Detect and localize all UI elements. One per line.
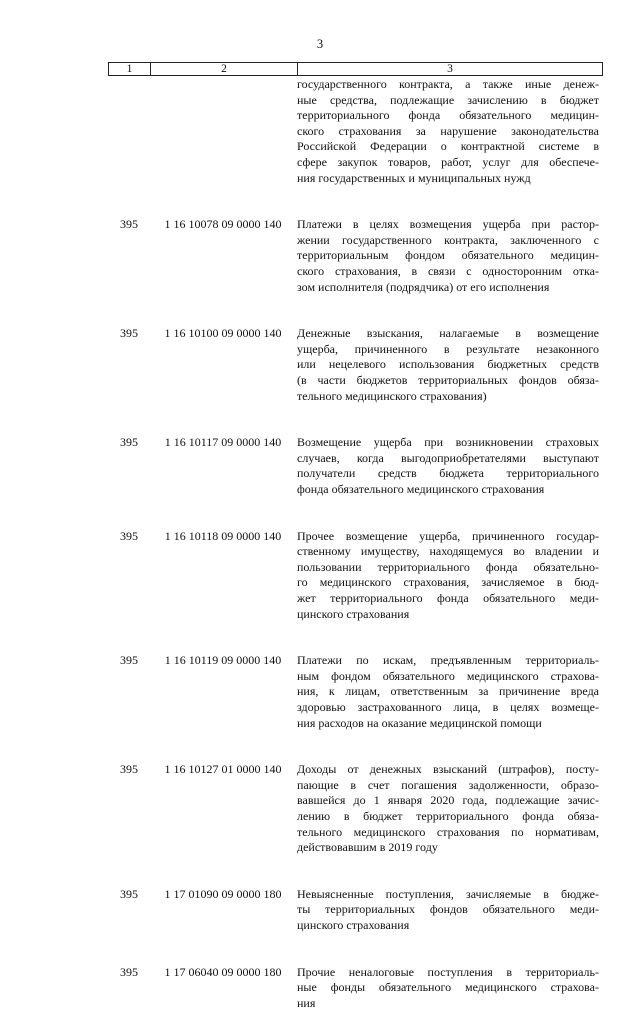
description-line: случаев, когда выгодоприобретателями выступают bbox=[297, 450, 599, 465]
description-line: Прочее возмещение ущерба, причиненного государ- bbox=[297, 528, 599, 543]
row-description bbox=[297, 435, 599, 497]
description-line: ния bbox=[297, 995, 316, 1010]
description-line: Платежи в целях возмещения ущерба при растор- bbox=[297, 217, 599, 232]
row-description bbox=[297, 762, 599, 856]
row-budget-code: 1 16 10127 01 0000 140 bbox=[164, 762, 282, 777]
description-line: ния государственных и муниципальных нужд bbox=[297, 170, 531, 185]
description-line: ным фондом обязательного медицинского страхова- bbox=[297, 668, 599, 683]
header-col-1: 1 bbox=[109, 63, 151, 76]
description-line: действовавшим в 2019 году bbox=[297, 840, 438, 855]
description-line: Российской Федерации о контрактной системе в bbox=[297, 139, 599, 154]
row-description bbox=[297, 965, 599, 1011]
description-line: ского страхования, в связи с односторонним отка- bbox=[297, 263, 599, 278]
row-budget-code: 1 16 10100 09 0000 140 bbox=[164, 326, 282, 341]
description-line: Прочие неналоговые поступления в территориаль- bbox=[297, 964, 599, 979]
description-line: Доходы от денежных взысканий (штрафов), посту- bbox=[297, 762, 599, 777]
description-line: пользовании территориального фонда обязательно- bbox=[297, 559, 599, 574]
row-description bbox=[297, 326, 599, 404]
description-line: ния расходов на оказание медицинской помощи bbox=[297, 715, 542, 730]
row-budget-code: 1 16 10119 09 0000 140 bbox=[164, 653, 282, 668]
row-admin-code: 395 bbox=[120, 326, 138, 341]
description-line: или нецелевого использования бюджетных средств bbox=[297, 357, 599, 372]
description-line: Денежные взыскания, налагаемые в возмещение bbox=[297, 326, 599, 341]
description-line: Возмещение ущерба при возникновении страховых bbox=[297, 435, 599, 450]
description-line: ные фонды обязательного медицинского страхова- bbox=[297, 980, 599, 995]
row-admin-code: 395 bbox=[120, 964, 138, 979]
description-line: лению в бюджет территориального фонда обяза- bbox=[297, 808, 599, 823]
description-line: получатели средств бюджета территориального bbox=[297, 466, 599, 481]
row-admin-code: 395 bbox=[120, 653, 138, 668]
table-header bbox=[108, 62, 603, 76]
row-budget-code: 1 16 10078 09 0000 140 bbox=[164, 217, 282, 232]
description-line: цинского страхования bbox=[297, 606, 410, 621]
row-admin-code: 395 bbox=[120, 435, 138, 450]
row-description bbox=[297, 529, 599, 623]
row-budget-code: 1 16 10117 09 0000 140 bbox=[164, 435, 282, 450]
description-line: ственному имуществу, находящемуся во владении и bbox=[297, 544, 599, 559]
description-line: здоровью застрахованного лица, в целях возмеще- bbox=[297, 699, 599, 714]
description-line: Платежи по искам, предъявленным территориаль- bbox=[297, 653, 599, 668]
description-line: ского страхования за нарушение законодательства bbox=[297, 123, 599, 138]
description-line: вавшейся до 1 января 2020 года, подлежащие зачис- bbox=[297, 793, 599, 808]
description-line: сфере закупок товаров, работ, услуг для обеспече- bbox=[297, 154, 599, 169]
description-line: зом исполнителя (подрядчика) от его исполнения bbox=[297, 279, 550, 294]
row-admin-code: 395 bbox=[120, 217, 138, 232]
description-line: тельного медицинского страхования по нормативам, bbox=[297, 824, 599, 839]
header-col-2: 2 bbox=[151, 63, 298, 76]
row-budget-code: 1 17 06040 09 0000 180 bbox=[164, 964, 282, 979]
description-line: го медицинского страхования, зачисляемое в бюд- bbox=[297, 575, 599, 590]
description-line: ные средства, подлежащие зачислению в бюджет bbox=[297, 92, 599, 107]
description-line: ния, к лицам, ответственным за причинение вреда bbox=[297, 684, 599, 699]
description-line: территориального фонда обязательного медицин- bbox=[297, 108, 599, 123]
row-description bbox=[297, 217, 599, 295]
description-line: ущерба, причиненного в результате незаконного bbox=[297, 341, 599, 356]
description-line: цинского страхования bbox=[297, 917, 410, 932]
row-admin-code: 395 bbox=[120, 528, 138, 543]
row-budget-code: 1 16 10118 09 0000 140 bbox=[164, 528, 282, 543]
description-line: ты территориальных фондов обязательного меди- bbox=[297, 902, 599, 917]
row-description bbox=[297, 653, 599, 731]
row-admin-code: 395 bbox=[120, 762, 138, 777]
description-line: жении государственного контракта, заключенного с bbox=[297, 232, 599, 247]
header-col-3: 3 bbox=[298, 63, 603, 76]
description-line: территориальным фондом обязательного медицин- bbox=[297, 248, 599, 263]
description-line: пающие в счет погашения задолженности, образо- bbox=[297, 777, 599, 792]
row-description bbox=[297, 887, 599, 934]
description-line: жет территориального фонда обязательного меди- bbox=[297, 590, 599, 605]
row-description bbox=[297, 77, 599, 186]
row-admin-code: 395 bbox=[120, 886, 138, 901]
description-line: тельного медицинского страхования) bbox=[297, 388, 487, 403]
description-line: государственного контракта, а также иные денеж- bbox=[297, 77, 599, 91]
page-number: 3 bbox=[316, 37, 324, 51]
description-line: (в части бюджетов территориальных фондов обяза- bbox=[297, 372, 599, 387]
row-budget-code: 1 17 01090 09 0000 180 bbox=[164, 886, 282, 901]
description-line: Невыясненные поступления, зачисляемые в бюдже- bbox=[297, 886, 599, 901]
description-line: фонда обязательного медицинского страхования bbox=[297, 481, 545, 496]
